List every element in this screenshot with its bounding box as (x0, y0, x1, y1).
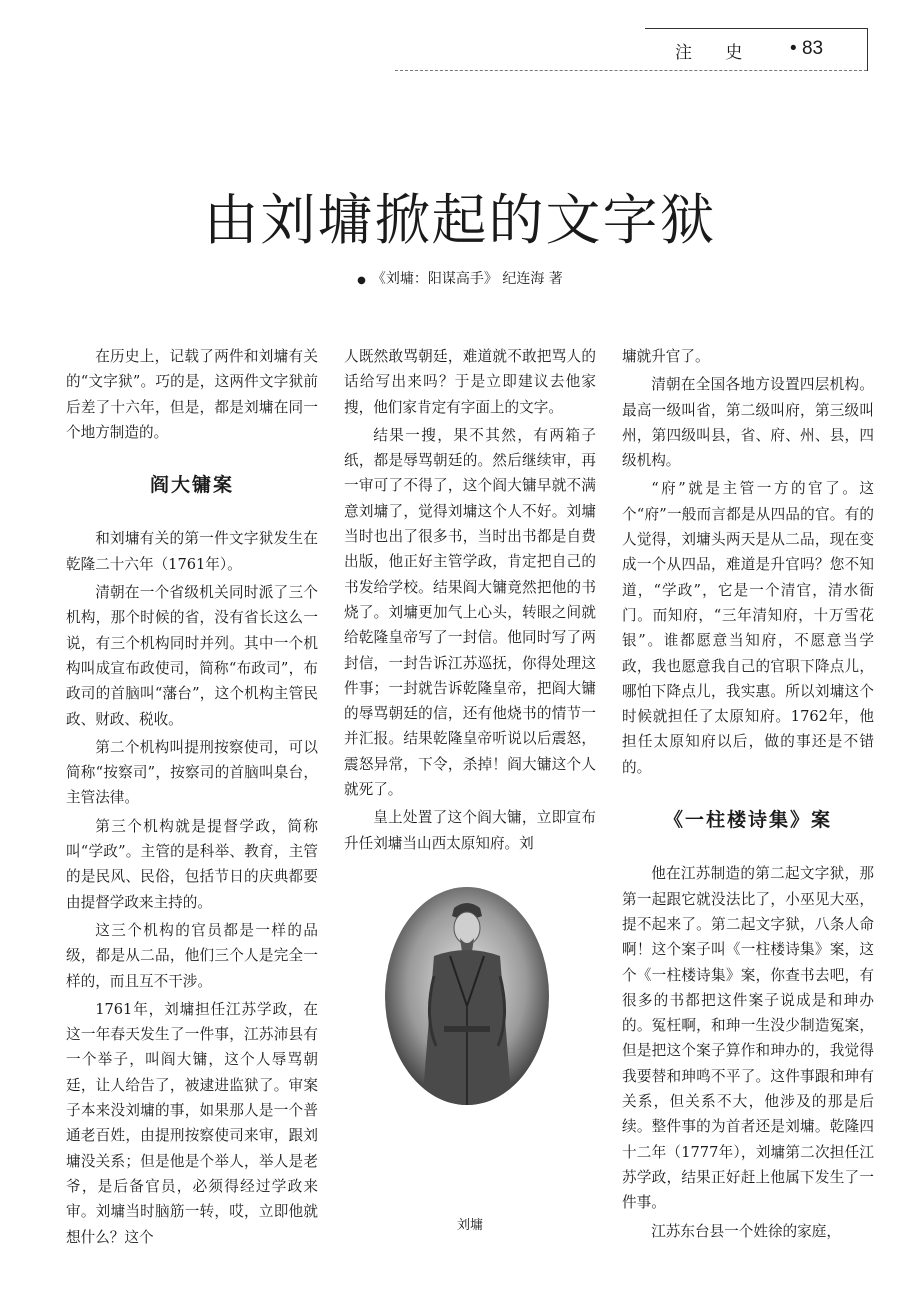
paragraph: “府”就是主管一方的官了。这个“府”一般而言都是从四品的官。有的人觉得，刘墉头两天是从二品，现在变成一个从四品，难道是升官吗？您不知道，“学政”，它是一个清官，清水衙门。而知府，“三年清知府，十万雪花银”。谁都愿意当知府，不愿意当学政，我也愿意我自己的官职下降点儿，哪怕下降点儿，我实惠。所以刘墉这个时候就担任了太原知府。1762年，他担任太原知府以后，做的事还是不错的。 (622, 480, 874, 776)
paragraph: 结果一搜，果不其然，有两箱子纸，都是辱骂朝廷的。然后继续审，再一审可了不得了，这个阎大镛早就不满意刘墉了，觉得刘墉这个人不好。刘墉当时也出了很多书，当时出书都是自费出版，他正好主管学政，肯定把自己的书发给学校。结果阎大镛竟然把他的书烧了。刘墉更加气上心头，转眼之间就给乾隆皇帝写了一封信。他同时写了两封信，一封告诉江苏巡抚，你得处理这件事；一封就告诉乾隆皇帝，把阎大镛的辱骂朝廷的信，还有他烧书的情节一并汇报。结果乾隆皇帝听说以后震怒，震怒异常，下令，杀掉！阎大镛这个人就死了。 (344, 426, 596, 799)
portrait-image (384, 886, 550, 1106)
text-column-2 (344, 344, 596, 859)
byline-text: 《刘墉：阳谋高手》 纪连海 著 (371, 271, 563, 287)
header-bullet: • (790, 38, 797, 59)
image-caption: 刘墉 (456, 1218, 483, 1233)
paragraph: 人既然敢骂朝廷，难道就不敢把骂人的话给写出来吗？于是立即建议去他家搜，他们家肯定有字面上的文字。 (344, 348, 596, 416)
paragraph: 清朝在一个省级机关同时派了三个机构，那个时候的省，没有省长这么一说，有三个机构同时并列。其中一个机构叫成宣布政使司，简称“布政司”，布政司的首脑叫“藩台”，这个机构主管民政、财政、税收。 (66, 584, 318, 728)
paragraph: 这三个机构的官员都是一样的品级，都是从二品，他们三个人是完全一样的，而且互不干涉。 (66, 921, 318, 990)
paragraph: 第二个机构叫提刑按察使司，可以简称“按察司”，按察司的首脑叫臬台，主管法律。 (66, 738, 318, 807)
paragraph: 皇上处置了这个阎大镛，立即宣布升任刘墉当山西太原知府。刘 (344, 809, 596, 852)
article-title: 由刘墉掀起的文字狱 (203, 188, 717, 252)
paragraph: 他在江苏制造的第二起文字狱，那第一起跟它就没法比了，小巫见大巫，提不起来了。第二起文字狱，八条人命啊！这个案子叫《一柱楼诗集》案，这个《一柱楼诗集》案，你查书去吧，有很多的书都把这件案子说成是和珅办的。冤枉啊，和珅一生没少制造冤案，但是把这个案子算作和珅办的，我觉得我要替和珅鸣不平了。这件事跟和珅有关系，但关系不大，他涉及的那是后续。整件事的为首者还是刘墉。乾隆四十二年（1777年），刘墉第二次担任江苏学政，结果正好赶上他属下发生了一件事。 (622, 865, 874, 1212)
running-header (395, 28, 867, 72)
paragraph: 墉就升官了。 (622, 348, 710, 365)
text-column-1 (66, 344, 318, 1253)
paragraph: 江苏东台县一个姓徐的家庭， (651, 1222, 841, 1240)
page-number (790, 38, 823, 60)
section-heading: 《一柱楼诗集》案 (663, 809, 832, 832)
paragraph: 清朝在全国各地方设置四层机构。最高一级叫省，第二级叫府，第三级叫州，第四级叫县，省、府、州、县，四级机构。 (622, 376, 874, 470)
header-rule (395, 70, 867, 71)
paragraph: 在历史上，记载了两件和刘墉有关的“文字狱”。巧的是，这两件文字狱前后差了十六年，但是，都是刘墉在同一个地方制造的。 (66, 348, 318, 441)
byline (0, 268, 920, 288)
section-heading: 阎大镛案 (149, 474, 234, 497)
page-number-value: 83 (801, 38, 824, 59)
byline-bullet: ● (357, 275, 366, 286)
text-column-3 (622, 344, 874, 1247)
section-name: 注 史 (675, 43, 757, 63)
paragraph: 1761年，刘墉担任江苏学政，在这一年春天发生了一件事，江苏沛县有一个举子，叫阎大镛，这个人辱骂朝廷，让人给告了，被逮进监狱了。审案子本来没刘墉的事，如果那人是一个普通老百姓，由提刑按察使司来审，跟刘墉没关系；但是他是个举人，举人是老爷，是后备官员，必须得经过学政来审。刘墉当时脑筋一转，哎，立即他就想什么？这个 (66, 1000, 318, 1246)
paragraph: 第三个机构就是提督学政，简称叫“学政”。主管的是科举、教育，主管的是民风、民俗，包括节日的庆典都要由提督学政来主持的。 (66, 817, 318, 911)
paragraph: 和刘墉有关的第一件文字狱发生在乾隆二十六年（1761年）。 (66, 530, 318, 573)
